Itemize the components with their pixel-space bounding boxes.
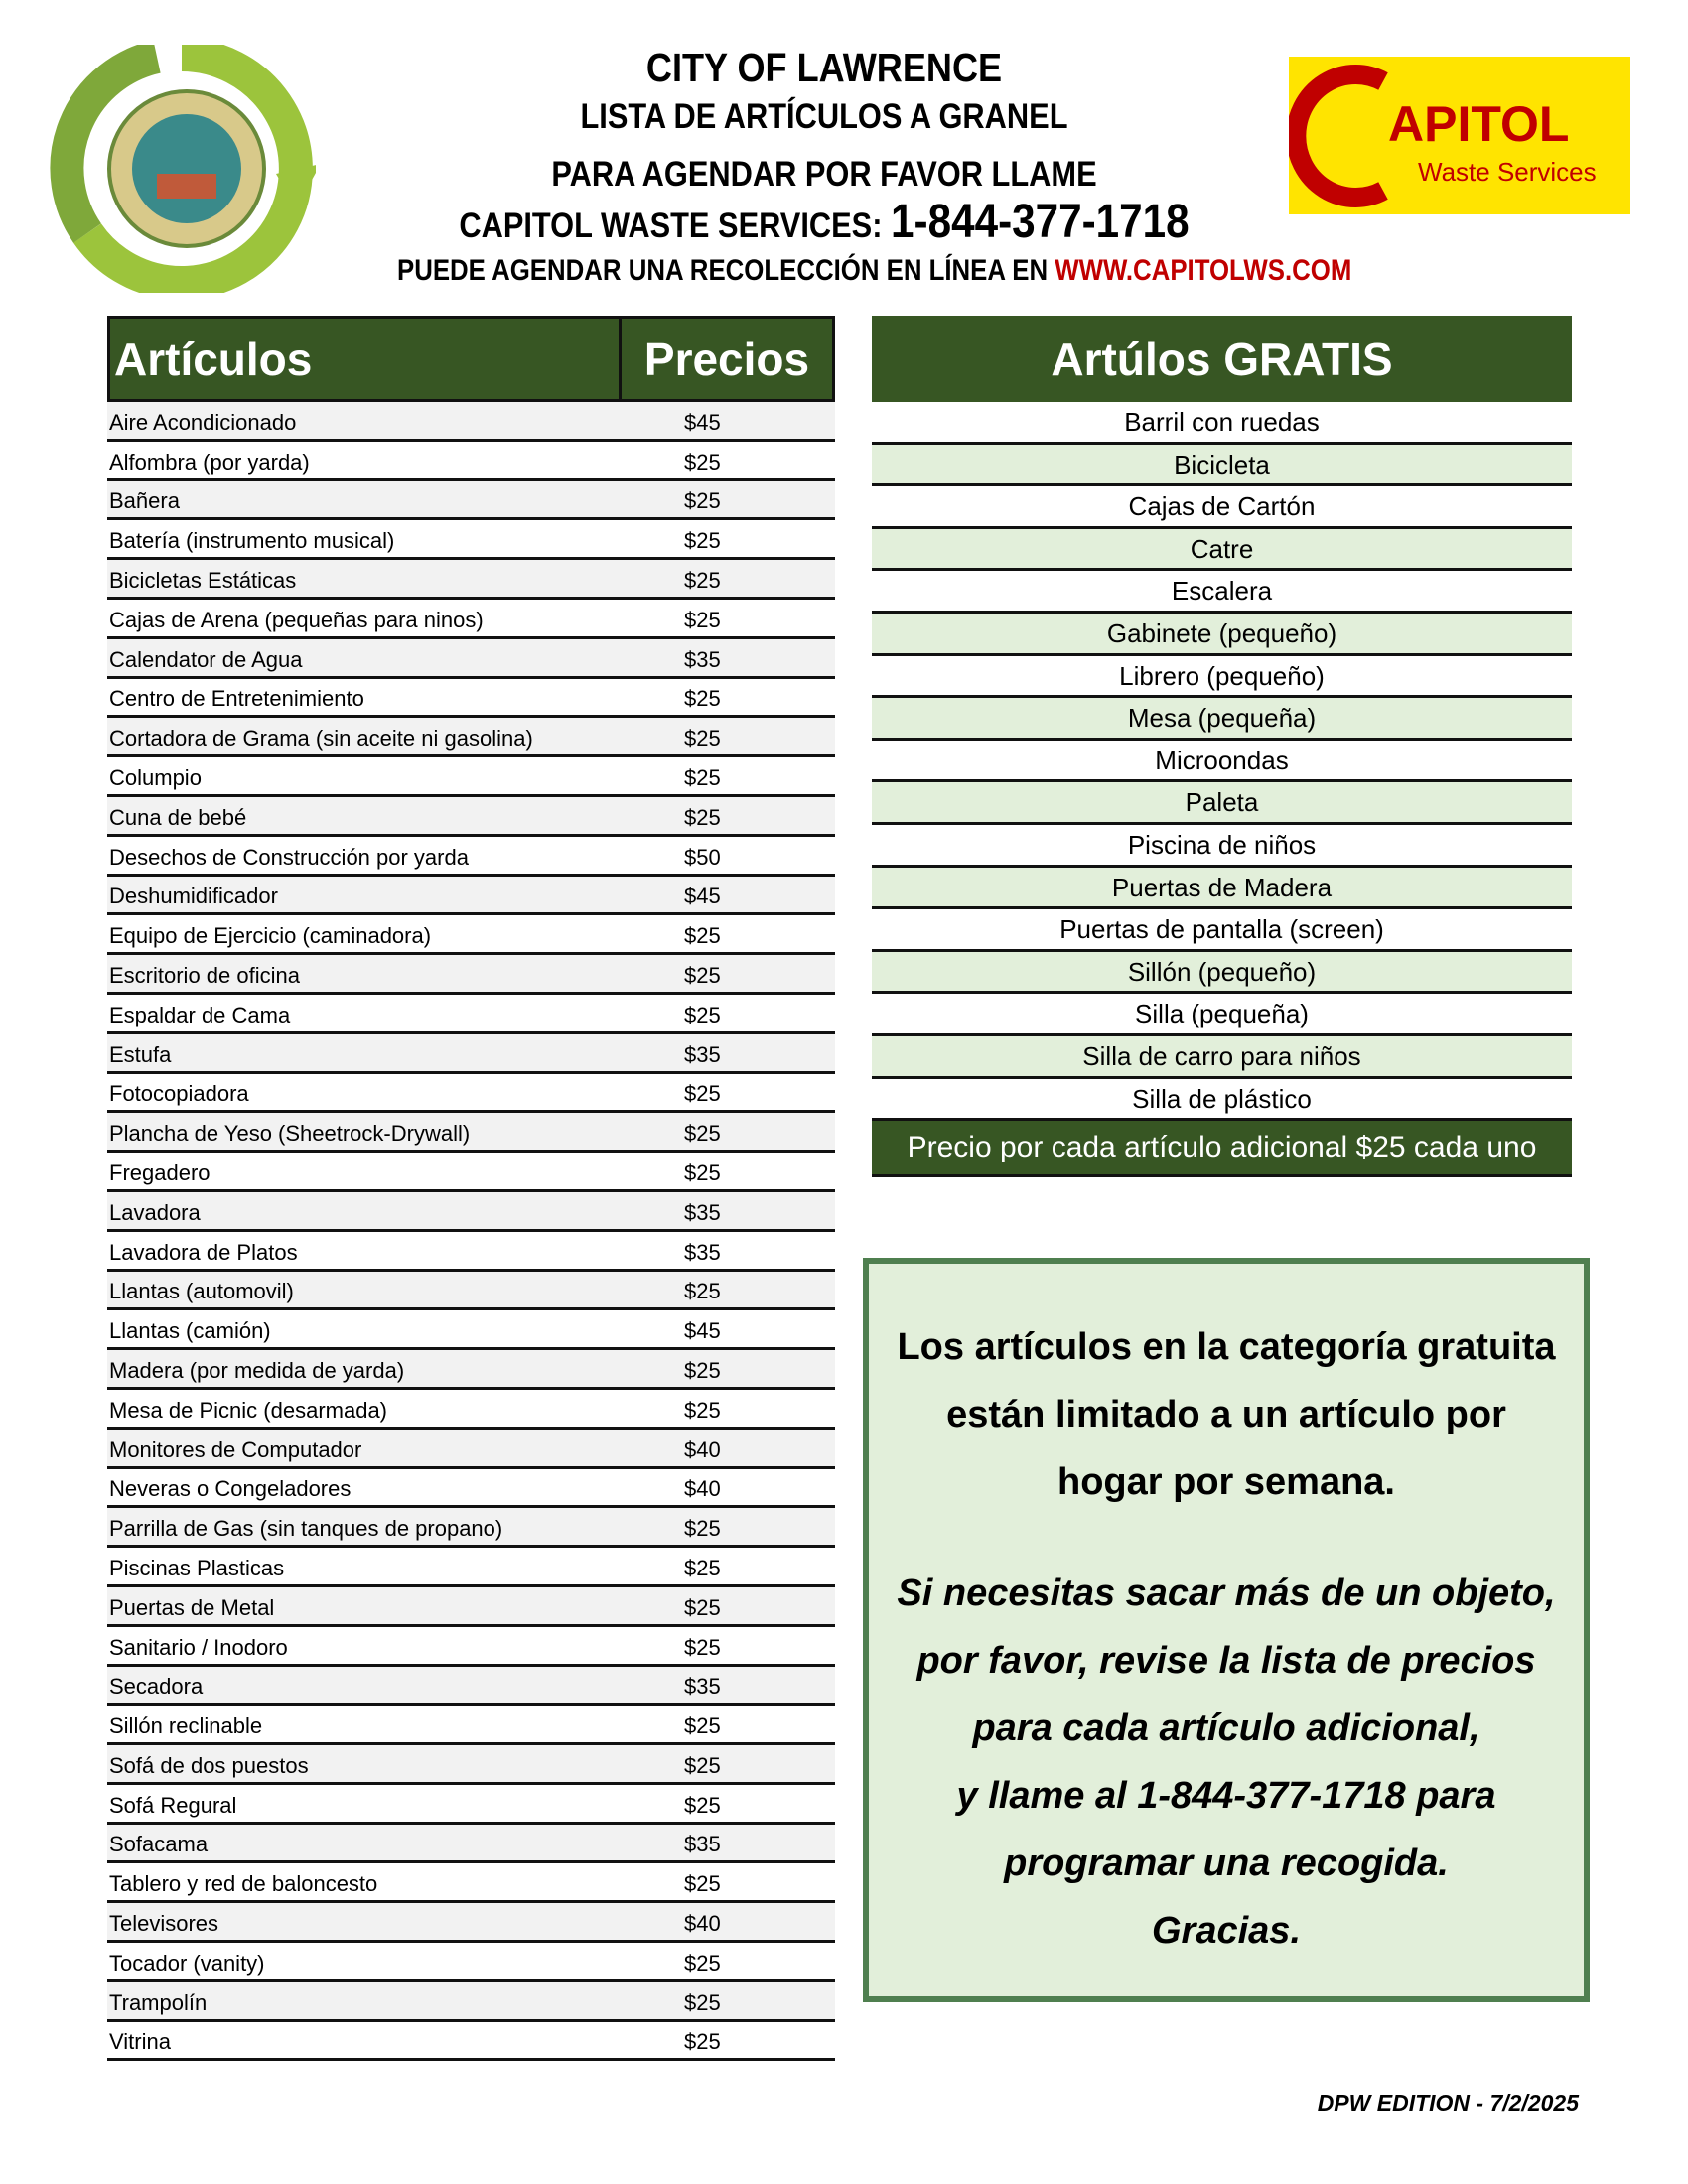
notice-italic-line: programar una recogida. xyxy=(1004,1843,1449,1884)
item-price: $25 xyxy=(684,1792,721,1818)
price-row xyxy=(107,915,835,955)
free-item-row: Piscina de niños xyxy=(872,825,1572,868)
item-price: $25 xyxy=(684,1516,721,1542)
item-price: $40 xyxy=(684,1476,721,1502)
price-row xyxy=(107,1706,835,1745)
online-text: PUEDE AGENDAR UNA RECOLECCIÓN EN LÍNEA EN xyxy=(397,254,1055,287)
price-row xyxy=(107,797,835,837)
item-name: Escritorio de oficina xyxy=(109,962,300,988)
price-row xyxy=(107,2022,835,2062)
item-price: $25 xyxy=(684,1121,721,1147)
price-row xyxy=(107,1153,835,1192)
price-row xyxy=(107,1785,835,1825)
item-name: Fotocopiadora xyxy=(109,1081,249,1107)
price-row xyxy=(107,1113,835,1153)
free-item-row: Silla de carro para niños xyxy=(872,1036,1572,1079)
item-price: $35 xyxy=(684,1199,721,1225)
item-name: Mesa de Picnic (desarmada) xyxy=(109,1397,388,1423)
item-price: $25 xyxy=(684,567,721,593)
notice-box xyxy=(863,1258,1590,2002)
item-name: Columpio xyxy=(109,764,202,790)
price-row xyxy=(107,560,835,600)
item-price: $50 xyxy=(684,844,721,870)
price-row xyxy=(107,1587,835,1627)
item-price: $45 xyxy=(684,409,721,435)
item-name: Cortadora de Grama (sin aceite ni gasolina) xyxy=(109,726,533,751)
item-name: Aire Acondicionado xyxy=(109,409,297,435)
item-price: $35 xyxy=(684,1239,721,1265)
item-name: Desechos de Construcción por yarda xyxy=(109,844,469,870)
free-item-row: Escalera xyxy=(872,571,1572,614)
item-price: $25 xyxy=(684,764,721,790)
price-row xyxy=(107,1034,835,1074)
free-item-row: Bicicleta xyxy=(872,445,1572,487)
item-name: Centro de Entretenimiento xyxy=(109,686,364,712)
item-name: Lavadora de Platos xyxy=(109,1239,298,1265)
free-item-row: Barril con ruedas xyxy=(872,402,1572,445)
free-item-row: Catre xyxy=(872,529,1572,572)
free-item-row: Puertas de Madera xyxy=(872,868,1572,910)
price-row xyxy=(107,1903,835,1943)
item-price: $25 xyxy=(684,528,721,554)
free-item-row: Paleta xyxy=(872,782,1572,825)
price-row xyxy=(107,1390,835,1430)
item-price: $40 xyxy=(684,1436,721,1462)
item-name: Alfombra (por yarda) xyxy=(109,449,310,475)
item-name: Deshumidificador xyxy=(109,884,278,909)
item-price: $25 xyxy=(684,923,721,949)
item-price: $25 xyxy=(684,449,721,475)
price-row xyxy=(107,1074,835,1114)
notice-line: están limitado a un artículo por xyxy=(946,1394,1506,1435)
free-items-table xyxy=(872,316,1572,1177)
website-link[interactable]: WWW.CAPITOLWS.COM xyxy=(1055,254,1352,287)
free-item-row: Microondas xyxy=(872,741,1572,783)
item-name: Cuna de bebé xyxy=(109,804,247,830)
item-name: Cajas de Arena (pequeñas para ninos) xyxy=(109,607,484,632)
item-name: Sofacama xyxy=(109,1832,209,1857)
document-header xyxy=(328,40,1352,292)
price-row xyxy=(107,1548,835,1587)
item-name: Tocador (vanity) xyxy=(109,1950,265,1976)
capitol-logo-text: APITOL xyxy=(1388,96,1570,152)
item-price: $25 xyxy=(684,1989,721,2015)
free-item-row: Mesa (pequeña) xyxy=(872,698,1572,741)
price-row xyxy=(107,402,835,442)
item-price: $25 xyxy=(684,488,721,514)
item-price: $25 xyxy=(684,1752,721,1778)
list-subtitle: LISTA DE ARTÍCULOS A GRANEL xyxy=(580,97,1068,136)
schedule-text: PARA AGENDAR POR FAVOR LLAME xyxy=(551,155,1097,194)
notice-italic-line: para cada artículo adicional, xyxy=(972,1707,1480,1749)
price-row xyxy=(107,1943,835,1982)
price-row xyxy=(107,955,835,995)
free-item-row: Sillón (pequeño) xyxy=(872,952,1572,995)
item-name: Tablero y red de baloncesto xyxy=(109,1871,378,1897)
item-name: Puertas de Metal xyxy=(109,1594,275,1620)
lawrence-recycle-logo xyxy=(48,45,316,293)
item-name: Estufa xyxy=(109,1041,172,1067)
item-name: Bañera xyxy=(109,488,180,514)
phone-number[interactable]: 1-844-377-1718 xyxy=(891,196,1190,248)
price-row xyxy=(107,718,835,757)
price-row xyxy=(107,1627,835,1667)
price-row xyxy=(107,1469,835,1509)
free-item-row: Silla (pequeña) xyxy=(872,994,1572,1036)
online-line xyxy=(397,250,1352,292)
item-name: Trampolín xyxy=(109,1989,208,2015)
price-row xyxy=(107,1272,835,1311)
price-row xyxy=(107,995,835,1034)
item-name: Bicicletas Estáticas xyxy=(109,567,297,593)
price-row xyxy=(107,442,835,481)
edition-label: DPW EDITION - 7/2/2025 xyxy=(1317,2090,1579,2116)
price-table xyxy=(107,316,835,2061)
item-price: $25 xyxy=(684,686,721,712)
item-name: Llantas (camión) xyxy=(109,1318,271,1344)
price-row xyxy=(107,1430,835,1469)
column-header-articulos: Artículos xyxy=(110,319,622,399)
item-name: Madera (por medida de yarda) xyxy=(109,1357,405,1383)
price-row xyxy=(107,1982,835,2022)
capitol-logo xyxy=(1289,57,1630,214)
free-table-header: Artúlos GRATIS xyxy=(872,316,1572,402)
price-row xyxy=(107,1863,835,1903)
item-price: $25 xyxy=(684,1397,721,1423)
item-name: Monitores de Computador xyxy=(109,1436,362,1462)
price-row xyxy=(107,1310,835,1350)
item-price: $25 xyxy=(684,726,721,751)
notice-italic-line: Gracias. xyxy=(1152,1910,1301,1952)
notice-line: Los artículos en la categoría gratuita xyxy=(897,1326,1556,1368)
item-price: $45 xyxy=(684,884,721,909)
price-row xyxy=(107,757,835,797)
item-price: $35 xyxy=(684,1674,721,1700)
item-name: Parrilla de Gas (sin tanques de propano) xyxy=(109,1516,503,1542)
price-row xyxy=(107,481,835,521)
item-price: $25 xyxy=(684,962,721,988)
item-price: $25 xyxy=(684,1081,721,1107)
notice-italic-line: por favor, revise la lista de precios xyxy=(916,1640,1536,1682)
item-price: $25 xyxy=(684,1357,721,1383)
item-price: $35 xyxy=(684,646,721,672)
item-price: $25 xyxy=(684,1950,721,1976)
item-price: $25 xyxy=(684,1002,721,1027)
free-item-row: Librero (pequeño) xyxy=(872,656,1572,699)
phone-line xyxy=(387,196,1261,250)
item-price: $25 xyxy=(684,804,721,830)
item-price: $25 xyxy=(684,607,721,632)
item-price: $25 xyxy=(684,1555,721,1580)
price-row xyxy=(107,837,835,877)
city-title: CITY OF LAWRENCE xyxy=(645,45,1003,90)
price-row xyxy=(107,1192,835,1232)
free-item-row: Silla de plástico xyxy=(872,1079,1572,1122)
item-name: Neveras o Congeladores xyxy=(109,1476,352,1502)
price-row xyxy=(107,1508,835,1548)
price-row xyxy=(107,1232,835,1272)
item-name: Secadora xyxy=(109,1674,204,1700)
notice-italic-line: Si necesitas sacar más de un objeto, xyxy=(897,1572,1556,1614)
item-name: Llantas (automovil) xyxy=(109,1279,294,1304)
notice-line: hogar por semana. xyxy=(1057,1461,1395,1503)
item-name: Sofá de dos puestos xyxy=(109,1752,309,1778)
price-row xyxy=(107,1350,835,1390)
price-row xyxy=(107,639,835,679)
item-price: $25 xyxy=(684,1634,721,1660)
price-row xyxy=(107,1745,835,1785)
item-name: Calendator de Agua xyxy=(109,646,303,672)
free-item-row: Cajas de Cartón xyxy=(872,486,1572,529)
price-row xyxy=(107,679,835,719)
item-price: $25 xyxy=(684,1594,721,1620)
item-name: Equipo de Ejercicio (caminadora) xyxy=(109,923,432,949)
company-label: CAPITOL WASTE SERVICES: xyxy=(459,206,892,245)
item-price: $25 xyxy=(684,1713,721,1739)
price-row xyxy=(107,877,835,916)
item-price: $45 xyxy=(684,1318,721,1344)
item-price: $35 xyxy=(684,1832,721,1857)
item-name: Plancha de Yeso (Sheetrock-Drywall) xyxy=(109,1121,471,1147)
notice-italic-line: y llame al 1-844-377-1718 para xyxy=(956,1775,1496,1817)
item-price: $25 xyxy=(684,2029,721,2055)
item-name: Espaldar de Cama xyxy=(109,1002,291,1027)
item-price: $25 xyxy=(684,1871,721,1897)
item-price: $25 xyxy=(684,1279,721,1304)
column-header-precios: Precios xyxy=(643,333,810,385)
item-name: Fregadero xyxy=(109,1160,211,1185)
item-name: Sanitario / Inodoro xyxy=(109,1634,288,1660)
free-item-row: Puertas de pantalla (screen) xyxy=(872,909,1572,952)
free-item-row: Gabinete (pequeño) xyxy=(872,614,1572,656)
item-name: Sofá Regural xyxy=(109,1792,237,1818)
capitol-logo-sub: Waste Services xyxy=(1418,157,1597,187)
item-name: Batería (instrumento musical) xyxy=(109,528,395,554)
item-price: $25 xyxy=(684,1160,721,1185)
item-price: $35 xyxy=(684,1041,721,1067)
price-row xyxy=(107,1825,835,1864)
price-row xyxy=(107,1667,835,1706)
item-name: Sillón reclinable xyxy=(109,1713,263,1739)
price-row xyxy=(107,600,835,639)
price-table-header xyxy=(107,316,835,402)
item-name: Vitrina xyxy=(109,2029,171,2055)
item-name: Piscinas Plasticas xyxy=(109,1555,285,1580)
additional-price-note: Precio por cada artículo adicional $25 cada uno xyxy=(872,1121,1572,1177)
item-name: Televisores xyxy=(109,1911,219,1937)
item-name: Lavadora xyxy=(109,1199,201,1225)
price-row xyxy=(107,520,835,560)
item-price: $40 xyxy=(684,1911,721,1937)
